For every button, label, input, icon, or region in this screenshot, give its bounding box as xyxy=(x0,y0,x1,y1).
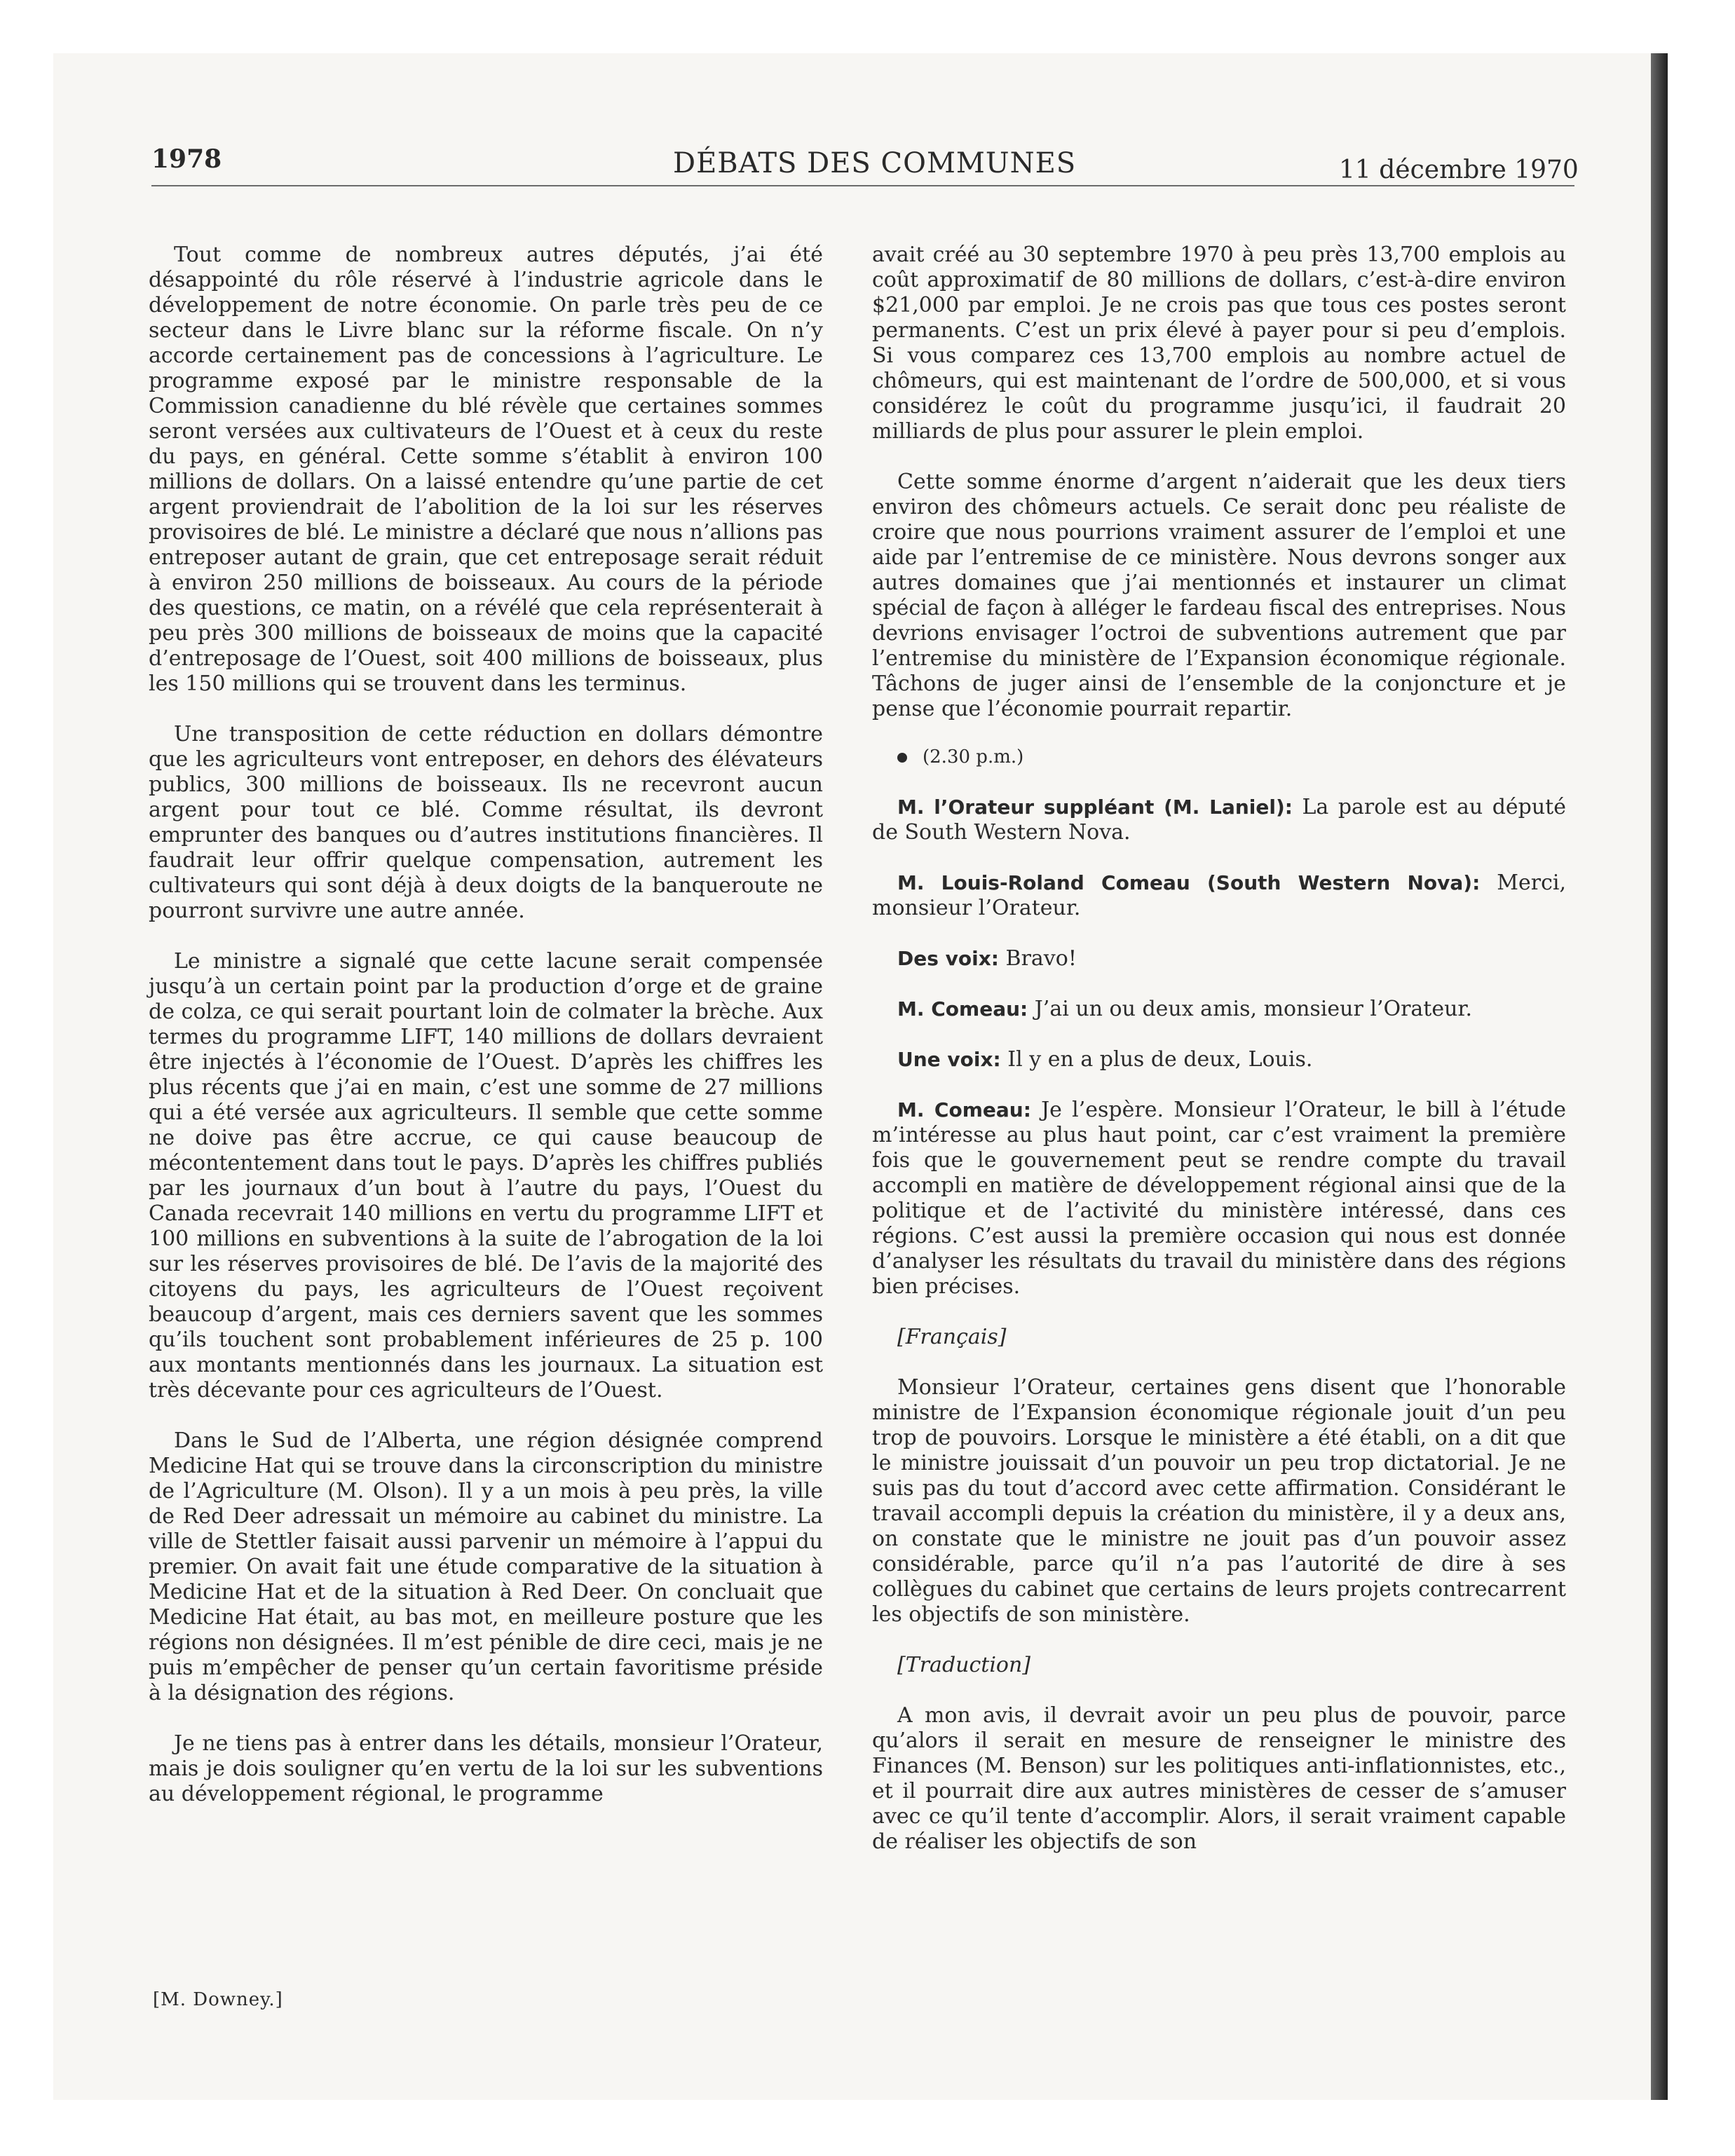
paragraph: Dans le Sud de l’Alberta, une région désignée comprend Medicine Hat qui se trouve dans la circonscription du ministre de l’Agriculture (M. Olson). Il y a un mois à peu près, la ville de Red Deer adressait un mémoire au cabinet du ministre. La ville de Stettler faisait aussi parvenir un mémoire à l’appui du premier. On avait fait une étude comparative de la situation à Medicine Hat et de la situation à Red Deer. On concluait que Medicine Hat était, au bas mot, en meilleure posture que les régions non désignées. Il m’est pénible de dire ceci, mais je ne puis m’empêcher de penser qu’un certain favoritisme préside à la désignation des régions. xyxy=(149,1428,823,1705)
time-stamp: (2.30 p.m.) xyxy=(872,744,1566,770)
speech-entry xyxy=(872,871,1566,921)
page-number: 1978 xyxy=(151,144,222,174)
bullet-icon xyxy=(897,753,907,763)
speaker-name: M. Louis-Roland Comeau (South Western Nova): xyxy=(897,871,1481,894)
speech-text: La parole est au député de South Western Nova. xyxy=(872,795,1566,845)
paragraph: Je ne tiens pas à entrer dans les détails, monsieur l’Orateur, mais je dois souligner qu’en vertu de la loi sur les subventions au développement régional, le programme xyxy=(149,1731,823,1806)
speech-entry xyxy=(872,1098,1566,1299)
language-tag: [Traduction] xyxy=(897,1653,1031,1677)
speaker-name: Une voix: xyxy=(897,1048,1001,1071)
paragraph: A mon avis, il devrait avoir un peu plus de pouvoir, parce qu’alors il serait en mesure de renseigner le ministre des Finances (M. Benson) sur les politiques anti-inflationnistes, etc., et il pourrait dire aux autres ministères de cesser de s’amuser avec ce qu’il tente d’accomplir. Alors, il serait vraiment capable de réaliser les objectifs de son xyxy=(872,1703,1566,1854)
speaker-name: M. Comeau: xyxy=(897,1098,1031,1121)
speech-entry xyxy=(872,795,1566,845)
speech-text: J’ai un ou deux amis, monsieur l’Orateur. xyxy=(1028,997,1473,1021)
speaker-name: Des voix: xyxy=(897,947,999,970)
speaker-name: M. l’Orateur suppléant (M. Laniel): xyxy=(897,796,1293,819)
page-edge-shadow xyxy=(1651,53,1668,2100)
right-column xyxy=(872,243,1566,1880)
speech-entry xyxy=(872,1047,1566,1072)
speaker-name: M. Comeau: xyxy=(897,997,1028,1021)
left-column xyxy=(149,243,823,1832)
paragraph: Tout comme de nombreux autres députés, j’ai été désappointé du rôle réservé à l’industrie agricole dans le développement de notre économie. On parle très peu de ce secteur dans le Livre blanc sur la réforme fiscale. On n’y accorde certainement pas de concessions à l’agriculture. Le programme exposé par le ministre responsable de la Commission canadienne du blé révèle que certaines sommes seront versées aux cultivateurs de l’Ouest et à ceux du reste du pays, en général. Cette somme s’établit à environ 100 millions de dollars. On a laissé entendre qu’une partie de cet argent proviendrait de l’abolition de la loi sur les réserves provisoires de blé. Le ministre a déclaré que nous n’allions pas entreposer autant de grain, que cet entreposage serait réduit à environ 250 millions de boisseaux. Au cours de la période des questions, ce matin, on a révélé que cela représenterait à peu près 300 millions de boisseaux de moins que la capacité d’entreposage de l’Ouest, soit 400 millions de boisseaux, plus les 150 millions qui se trouvent dans les terminus. xyxy=(149,243,823,696)
header-rule xyxy=(151,185,1574,186)
speech-text: Merci, monsieur l’Orateur. xyxy=(872,871,1566,920)
language-tag: [Français] xyxy=(897,1325,1007,1349)
speech-text: Je l’espère. Monsieur l’Orateur, le bill à l’étude m’intéresse au plus haut point, car c’est vraiment la première fois que le gouvernement peut se rendre compte du travail accompli en matière de développement régional ainsi que de la politique et de l’activité du ministère intéressé, dans ces régions. C’est aussi la première occasion qui nous est donnée d’analyser les résultats du travail du ministère dans des régions bien précises. xyxy=(872,1098,1566,1299)
paragraph: Cette somme énorme d’argent n’aiderait que les deux tiers environ des chômeurs actuels. Ce serait donc peu réaliste de croire que nous pourrions vraiment assurer de l’emploi et une aide par l’entremise de ce ministère. Nous devrons songer aux autres domaines que j’ai mentionnés et instaurer un climat spécial de façon à alléger le fardeau fiscal des entreprises. Nous devrions envisager l’octroi de subventions autrement que par l’entremise du ministère de l’Expansion économique régionale. Tâchons de juger ainsi de l’ensemble de la conjoncture et je pense que l’économie pourrait repartir. xyxy=(872,470,1566,721)
speech-text: Il y en a plus de deux, Louis. xyxy=(1000,1047,1313,1072)
issue-date: 11 décembre 1970 xyxy=(1339,156,1579,184)
speech-entry xyxy=(872,997,1566,1022)
speaker-signature: [M. Downey.] xyxy=(153,1989,283,2010)
paragraph: Le ministre a signalé que cette lacune serait compensée jusqu’à un certain point par la production d’orge et de graine de colza, ce qui serait pourtant loin de colmater la brèche. Aux termes du programme LIFT, 140 millions de dollars devraient être injectés à l’économie de l’Ouest. D’après les chiffres les plus récents que j’ai en main, c’est une somme de 27 millions qui a été versée aux agriculteurs. Il semble que cette somme ne doive pas être accrue, ce qui cause beaucoup de mécontentement dans tout le pays. D’après les chiffres publiés par les journaux d’un bout à l’autre du pays, l’Ouest du Canada recevrait 140 millions en vertu du programme LIFT et 100 millions en subventions à la suite de l’abrogation de la loi sur les réserves provisoires de blé. De l’avis de la majorité des citoyens du pays, les agriculteurs de l’Ouest reçoivent beaucoup d’argent, mais ces derniers savent que les sommes qu’ils touchent sont probablement inférieures de 25 p. 100 aux montants mentionnés dans les journaux. La situation est très décevante pour ces agriculteurs de l’Ouest. xyxy=(149,949,823,1403)
speech-entry xyxy=(872,946,1566,971)
paragraph: Une transposition de cette réduction en dollars démontre que les agriculteurs vont entreposer, en dehors des élévateurs publics, 300 millions de boisseaux. Ils ne recevront aucun argent pour tout ce blé. Comme résultat, ils devront emprunter des banques ou d’autres institutions financières. Il faudrait leur offrir quelque compensation, autrement les cultivateurs qui sont déjà à deux doigts de la banqueroute ne pourront survivre une autre année. xyxy=(149,722,823,923)
paragraph: Monsieur l’Orateur, certaines gens disent que l’honorable ministre de l’Expansion économique régionale jouit d’un peu trop de pouvoirs. Lorsque le ministère a été établi, on a dit que le ministre jouissait d’un pouvoir un peu trop dictatorial. Je ne suis pas du tout d’accord avec cette affirmation. Considérant le travail accompli depuis la création du ministère, il y a deux ans, on constate que le ministre ne jouit pas d’un pouvoir assez considérable, parce qu’il n’a pas l’autorité de dire à ses collègues du cabinet que certains de leurs projets contrecarrent les objectifs de son ministère. xyxy=(872,1375,1566,1627)
paragraph: avait créé au 30 septembre 1970 à peu près 13,700 emplois au coût approximatif de 80 millions de dollars, c’est-à-dire environ $21,000 par emploi. Je ne crois pas que tous ces postes seront permanents. C’est un prix élevé à payer pour si peu d’emplois. Si vous comparez ces 13,700 emplois au nombre actuel de chômeurs, qui est maintenant de l’ordre de 500,000, et si vous considérez le coût du programme jusqu’ici, il faudrait 20 milliards de plus pour assurer le plein emploi. xyxy=(872,243,1566,444)
journal-title: DÉBATS DES COMMUNES xyxy=(673,147,1077,179)
speech-text: Bravo! xyxy=(999,946,1077,971)
